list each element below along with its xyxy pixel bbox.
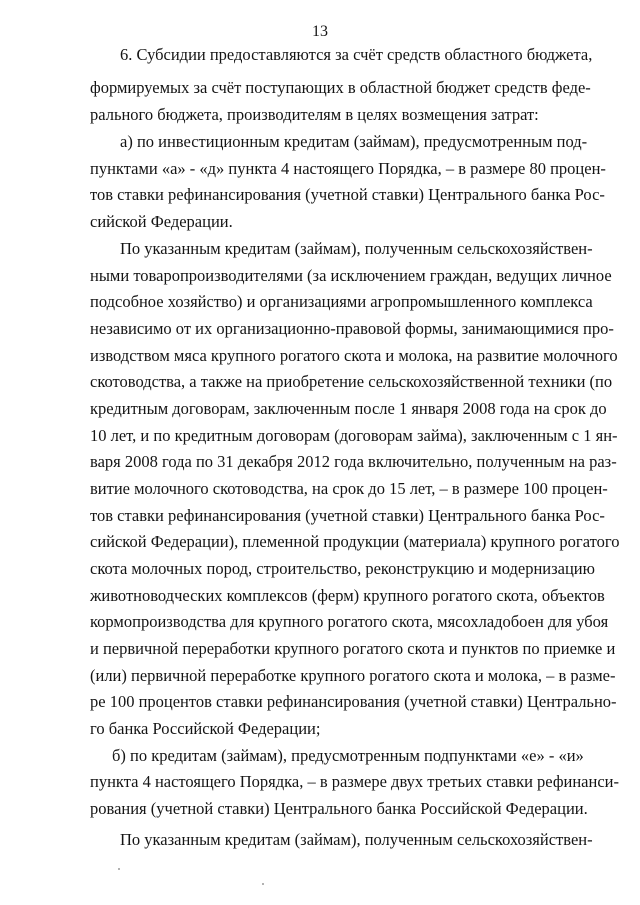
text-line: животноводческих комплексов (ферм) крупного рогатого скота, объектов: [90, 586, 605, 605]
text-line: рального бюджета, производителям в целях возмещения затрат:: [90, 105, 539, 124]
text-line: По указанным кредитам (займам), полученным сельскохозяйствен-: [120, 239, 593, 258]
text-line: сийской Федерации), племенной продукции (материала) крупного рогатого: [90, 532, 620, 551]
text-line: рования (учетной ставки) Центрального банка Российской Федерации.: [90, 799, 588, 818]
text-line: ре 100 процентов ставки рефинансирования (учетной ставки) Центрально-: [90, 692, 617, 711]
text-line: б) по кредитам (займам), предусмотренным подпунктами «е» - «и»: [112, 746, 584, 765]
text-line: варя 2008 года по 31 декабря 2012 года включительно, полученным на раз-: [90, 452, 617, 471]
text-line: (или) первичной переработке крупного рогатого скота и молока, – в разме-: [90, 666, 616, 685]
text-line: подсобное хозяйство) и организациями агропромышленного комплекса: [90, 292, 593, 311]
text-line: сийской Федерации.: [90, 212, 233, 231]
text-line: го банка Российской Федерации;: [90, 719, 321, 738]
text-line: скота молочных пород, строительство, реконструкцию и модернизацию: [90, 559, 595, 578]
scan-speck: [262, 883, 264, 885]
text-line: изводством мяса крупного рогатого скота и молока, на развитие молочного: [90, 346, 618, 365]
text-line: тов ставки рефинансирования (учетной ставки) Центрального банка Рос-: [90, 185, 605, 204]
text-line: тов ставки рефинансирования (учетной ставки) Центрального банка Рос-: [90, 506, 605, 525]
scan-speck: [118, 868, 120, 870]
text-line: и первичной переработки крупного рогатого скота и пунктов по приемке и: [90, 639, 616, 658]
text-line: 10 лет, и по кредитным договорам (договорам займа), заключенным с 1 ян-: [90, 426, 618, 445]
text-line: независимо от их организационно-правовой формы, занимающимися про-: [90, 319, 614, 338]
text-line: формируемых за счёт поступающих в областной бюджет средств феде-: [90, 78, 591, 97]
text-line: кредитным договорам, заключенным после 1 января 2008 года на срок до: [90, 399, 607, 418]
text-line: 6. Субсидии предоставляются за счёт средств областного бюджета,: [120, 45, 593, 64]
text-line: кормопроизводства для крупного рогатого скота, мясохладобоен для убоя: [90, 612, 609, 631]
text-line: скотоводства, а также на приобретение сельскохозяйственной техники (по: [90, 372, 613, 391]
text-line: пункта 4 настоящего Порядка, – в размере двух третьих ставки рефинанси-: [90, 772, 619, 791]
text-line: витие молочного скотоводства, на срок до 15 лет, – в размере 100 процен-: [90, 479, 608, 498]
page-number: 13: [312, 23, 328, 40]
text-line: По указанным кредитам (займам), полученным сельскохозяйствен-: [120, 830, 593, 849]
text-line: а) по инвестиционным кредитам (займам), предусмотренным под-: [120, 132, 588, 151]
text-line: пунктами «а» - «д» пункта 4 настоящего Порядка, – в размере 80 процен-: [90, 159, 606, 178]
text-line: ными товаропроизводителями (за исключением граждан, ведущих личное: [90, 266, 612, 285]
